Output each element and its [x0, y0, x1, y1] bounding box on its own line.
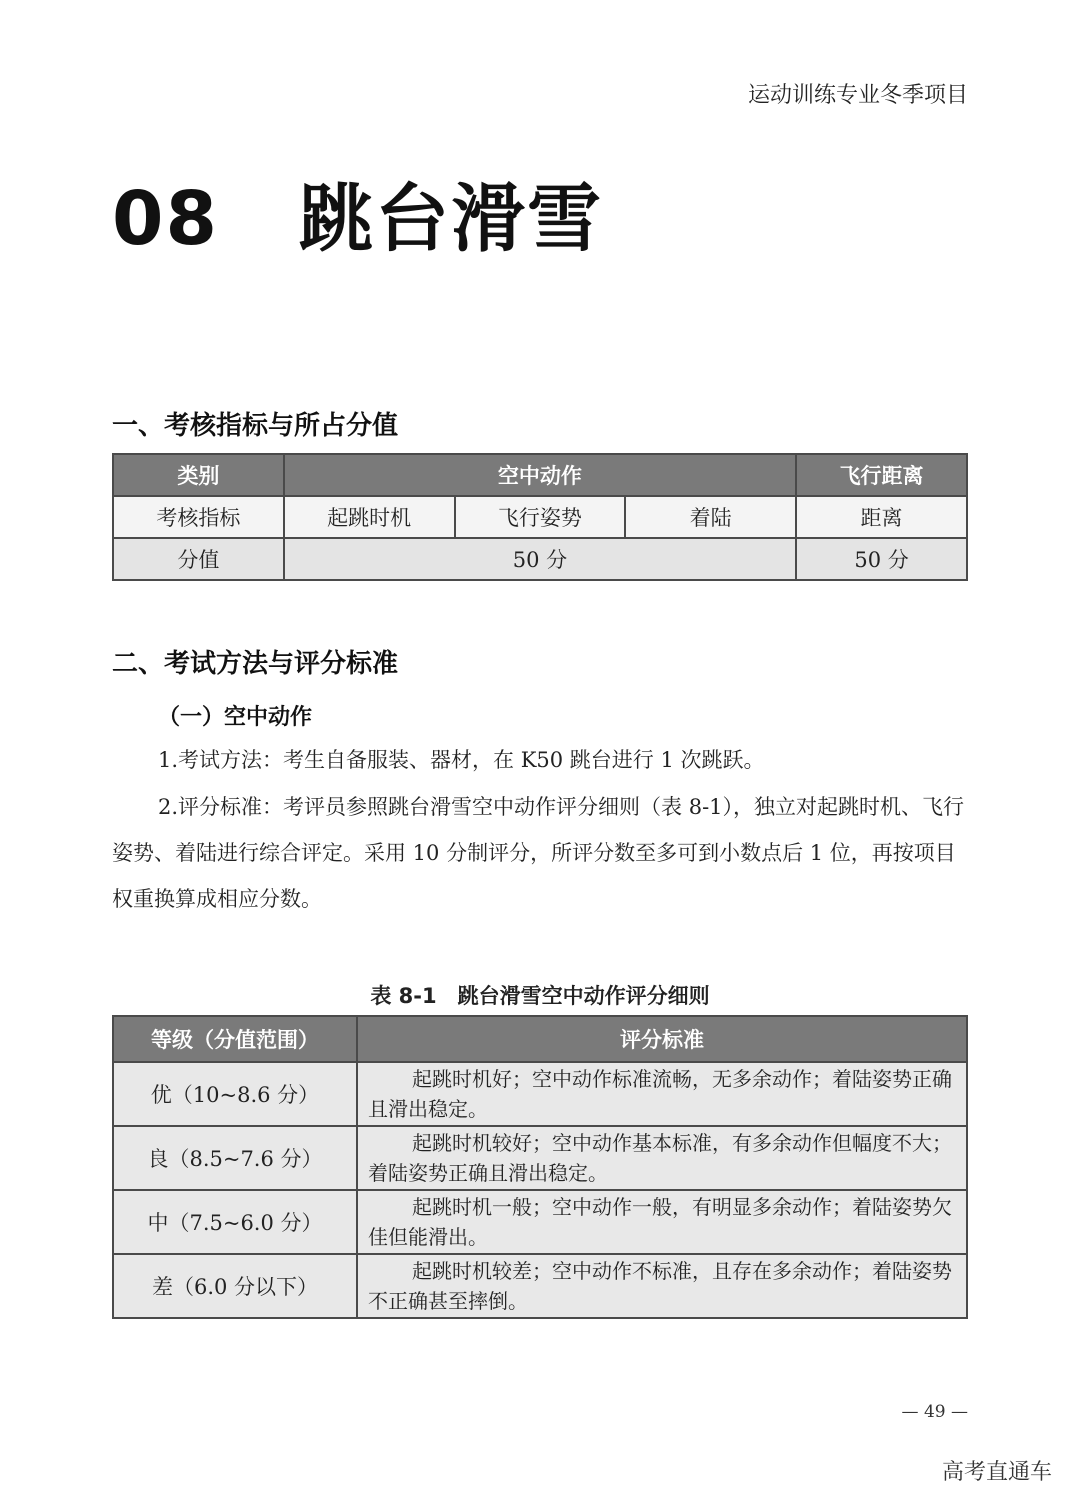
section-heading-2: 二、考试方法与评分标准 — [112, 649, 399, 679]
grade-cell: 中（7.5~6.0 分） — [113, 1190, 357, 1254]
sub-heading: （一）空中动作 — [158, 705, 313, 730]
chapter-number: 08 — [112, 176, 219, 262]
table-row — [113, 538, 967, 580]
table-row — [113, 1190, 967, 1254]
criteria-cell: 起跳时机好；空中动作标准流畅，无多余动作；着陆姿势正确且滑出稳定。 — [357, 1062, 967, 1126]
paragraph: 2.评分标准：考评员参照跳台滑雪空中动作评分细则（表 8-1），独立对起跳时机、飞行姿势、着陆进行综合评定。采用 10 分制评分，所评分数至多可到小数点后 1 位，再按项目权重换算成相应分数。 — [112, 795, 965, 911]
table-cell: 着陆 — [625, 496, 796, 538]
table-cell: 飞行姿势 — [455, 496, 626, 538]
grade-cell: 优（10~8.6 分） — [113, 1062, 357, 1126]
row-label: 分值 — [113, 538, 284, 580]
table-header-criteria: 评分标准 — [357, 1016, 967, 1062]
table-header-distance: 飞行距离 — [796, 454, 967, 496]
table-header-grade: 等级（分值范围） — [113, 1016, 357, 1062]
grade-cell: 差（6.0 分以下） — [113, 1254, 357, 1318]
scoring-table — [112, 1015, 968, 1319]
table-header-aerial: 空中动作 — [284, 454, 796, 496]
criteria-cell: 起跳时机较好；空中动作基本标准，有多余动作但幅度不大；着陆姿势正确且滑出稳定。 — [357, 1126, 967, 1190]
table-cell: 距离 — [796, 496, 967, 538]
page-number: — 49 — — [901, 1402, 968, 1422]
table-caption: 表 8-1 跳台滑雪空中动作评分细则 — [370, 984, 710, 1008]
table-header-category: 类别 — [113, 454, 284, 496]
table-row — [113, 1062, 967, 1126]
row-label: 考核指标 — [113, 496, 284, 538]
running-header: 运动训练专业冬季项目 — [747, 83, 968, 108]
assessment-table — [112, 453, 968, 581]
section-heading-1: 一、考核指标与所占分值 — [112, 411, 399, 441]
criteria-cell: 起跳时机一般；空中动作一般，有明显多余动作；着陆姿势欠佳但能滑出。 — [357, 1190, 967, 1254]
table-row — [113, 1126, 967, 1190]
grade-cell: 良（8.5~7.6 分） — [113, 1126, 357, 1190]
table-cell: 50 分 — [284, 538, 796, 580]
table-row — [113, 1254, 967, 1318]
criteria-cell: 起跳时机较差；空中动作不标准，且存在多余动作；着陆姿势不正确甚至摔倒。 — [357, 1254, 967, 1318]
table-row — [113, 496, 967, 538]
watermark: 高考直通车 — [941, 1460, 1052, 1485]
table-cell: 起跳时机 — [284, 496, 455, 538]
chapter-title — [112, 160, 603, 266]
chapter-name: 跳台滑雪 — [298, 176, 603, 262]
table-cell: 50 分 — [796, 538, 967, 580]
paragraph: 1.考试方法：考生自备服装、器材，在 K50 跳台进行 1 次跳跃。 — [158, 748, 765, 772]
